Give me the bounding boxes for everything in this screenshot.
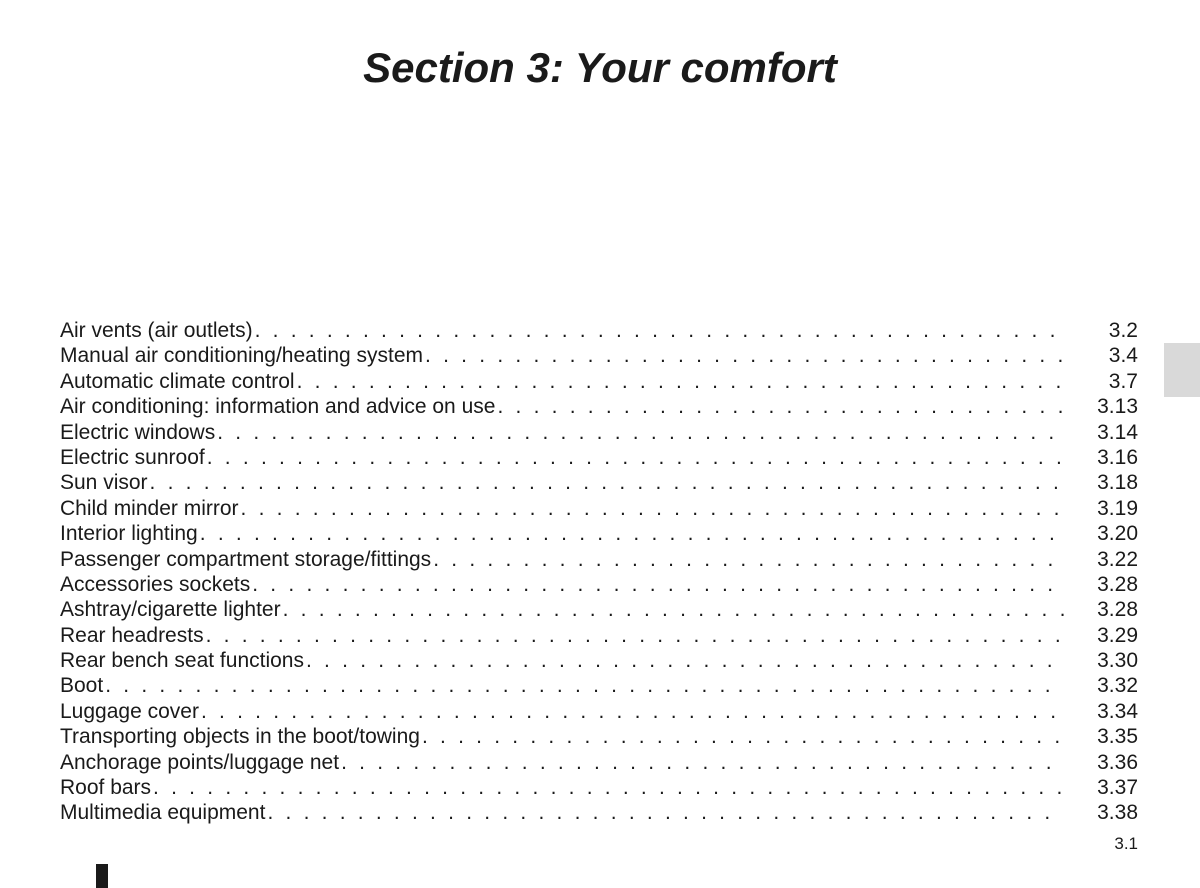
dot-leader [425,343,1064,368]
dot-leader [255,318,1064,343]
toc-entry-label: Air vents (air outlets) [60,319,253,342]
toc-entry-page: 3.32 [1097,674,1138,698]
toc-entry[interactable] [60,673,1138,698]
toc-entry-page: 3.16 [1097,445,1138,469]
toc-entry-label: Passenger compartment storage/fittings [60,547,432,571]
toc-entry-label: Interior lighting [60,522,198,546]
toc-entry[interactable] [60,547,1138,572]
section-tab-marker [1164,343,1200,397]
dot-leader [207,445,1064,470]
toc-entry[interactable] [60,572,1138,597]
dot-leader [241,496,1064,521]
toc-entry-label: Roof bars [60,776,152,800]
page-title: Section 3: Your comfort [363,44,837,92]
toc-entry-page: 3.2 [1108,319,1138,342]
toc-entry[interactable] [60,648,1138,673]
toc-entry-label: Manual air conditioning/heating system [60,344,424,368]
dot-leader [341,750,1064,775]
toc-entry-page: 3.36 [1097,750,1138,774]
toc-entry[interactable] [60,724,1138,749]
toc-entry[interactable] [60,699,1138,724]
toc-entry[interactable] [60,318,1138,343]
toc-entry-page: 3.13 [1097,395,1138,419]
dot-leader [150,470,1064,495]
toc-entry[interactable] [60,394,1138,419]
toc-entry-page: 3.30 [1097,649,1138,673]
dot-leader [433,547,1064,572]
dot-leader [297,369,1064,394]
toc-entry[interactable] [60,496,1138,521]
crop-mark [96,864,108,888]
toc-entry[interactable] [60,445,1138,470]
toc-entry[interactable] [60,623,1138,648]
toc-entry-label: Boot [60,674,104,698]
toc-entry-page: 3.37 [1097,776,1138,800]
toc-entry-label: Ashtray/cigarette lighter [60,598,281,622]
toc-entry-page: 3.35 [1097,725,1138,749]
dot-leader [267,800,1064,825]
toc-entry-page: 3.22 [1097,547,1138,571]
toc-entry-label: Accessories sockets [60,572,251,596]
dot-leader [201,699,1064,724]
toc-entry-label: Child minder mirror [60,496,239,520]
toc-entry[interactable] [60,750,1138,775]
toc-entry[interactable] [60,597,1138,622]
toc-entry-page: 3.28 [1097,598,1138,622]
dot-leader [153,775,1064,800]
toc-entry-label: Luggage cover [60,699,199,723]
dot-leader [306,648,1064,673]
toc-entry[interactable] [60,521,1138,546]
toc-entry-page: 3.38 [1097,801,1138,825]
toc-entry[interactable] [60,369,1138,394]
dot-leader [252,572,1064,597]
toc-entry-page: 3.34 [1097,699,1138,723]
toc-entry-label: Anchorage points/luggage net [60,750,340,774]
toc-entry-label: Rear headrests [60,623,204,647]
table-of-contents [60,318,1138,826]
toc-entry-page: 3.14 [1097,420,1138,444]
dot-leader [217,420,1064,445]
toc-entry-label: Automatic climate control [60,369,295,393]
dot-leader [497,394,1064,419]
dot-leader [422,724,1064,749]
toc-entry-page: 3.7 [1108,369,1138,393]
dot-leader [206,623,1064,648]
toc-entry[interactable] [60,470,1138,495]
dot-leader [105,673,1064,698]
toc-entry-page: 3.20 [1097,522,1138,546]
toc-entry-label: Transporting objects in the boot/towing [60,725,420,749]
toc-entry-label: Sun visor [60,471,148,495]
toc-entry-page: 3.29 [1097,623,1138,647]
toc-entry[interactable] [60,800,1138,825]
toc-entry-page: 3.19 [1097,496,1138,520]
toc-entry-label: Multimedia equipment [60,801,266,825]
toc-entry-page: 3.4 [1108,344,1138,368]
toc-entry-page: 3.28 [1097,572,1138,596]
toc-entry[interactable] [60,775,1138,800]
toc-entry-label: Air conditioning: information and advice on use [60,395,496,419]
toc-entry[interactable] [60,343,1138,368]
toc-entry-page: 3.18 [1097,471,1138,495]
dot-leader [200,521,1064,546]
toc-entry[interactable] [60,420,1138,445]
toc-entry-label: Electric sunroof [60,445,205,469]
page-number: 3.1 [1114,834,1138,853]
dot-leader [283,597,1064,622]
toc-entry-label: Electric windows [60,420,216,444]
toc-entry-label: Rear bench seat functions [60,649,304,673]
